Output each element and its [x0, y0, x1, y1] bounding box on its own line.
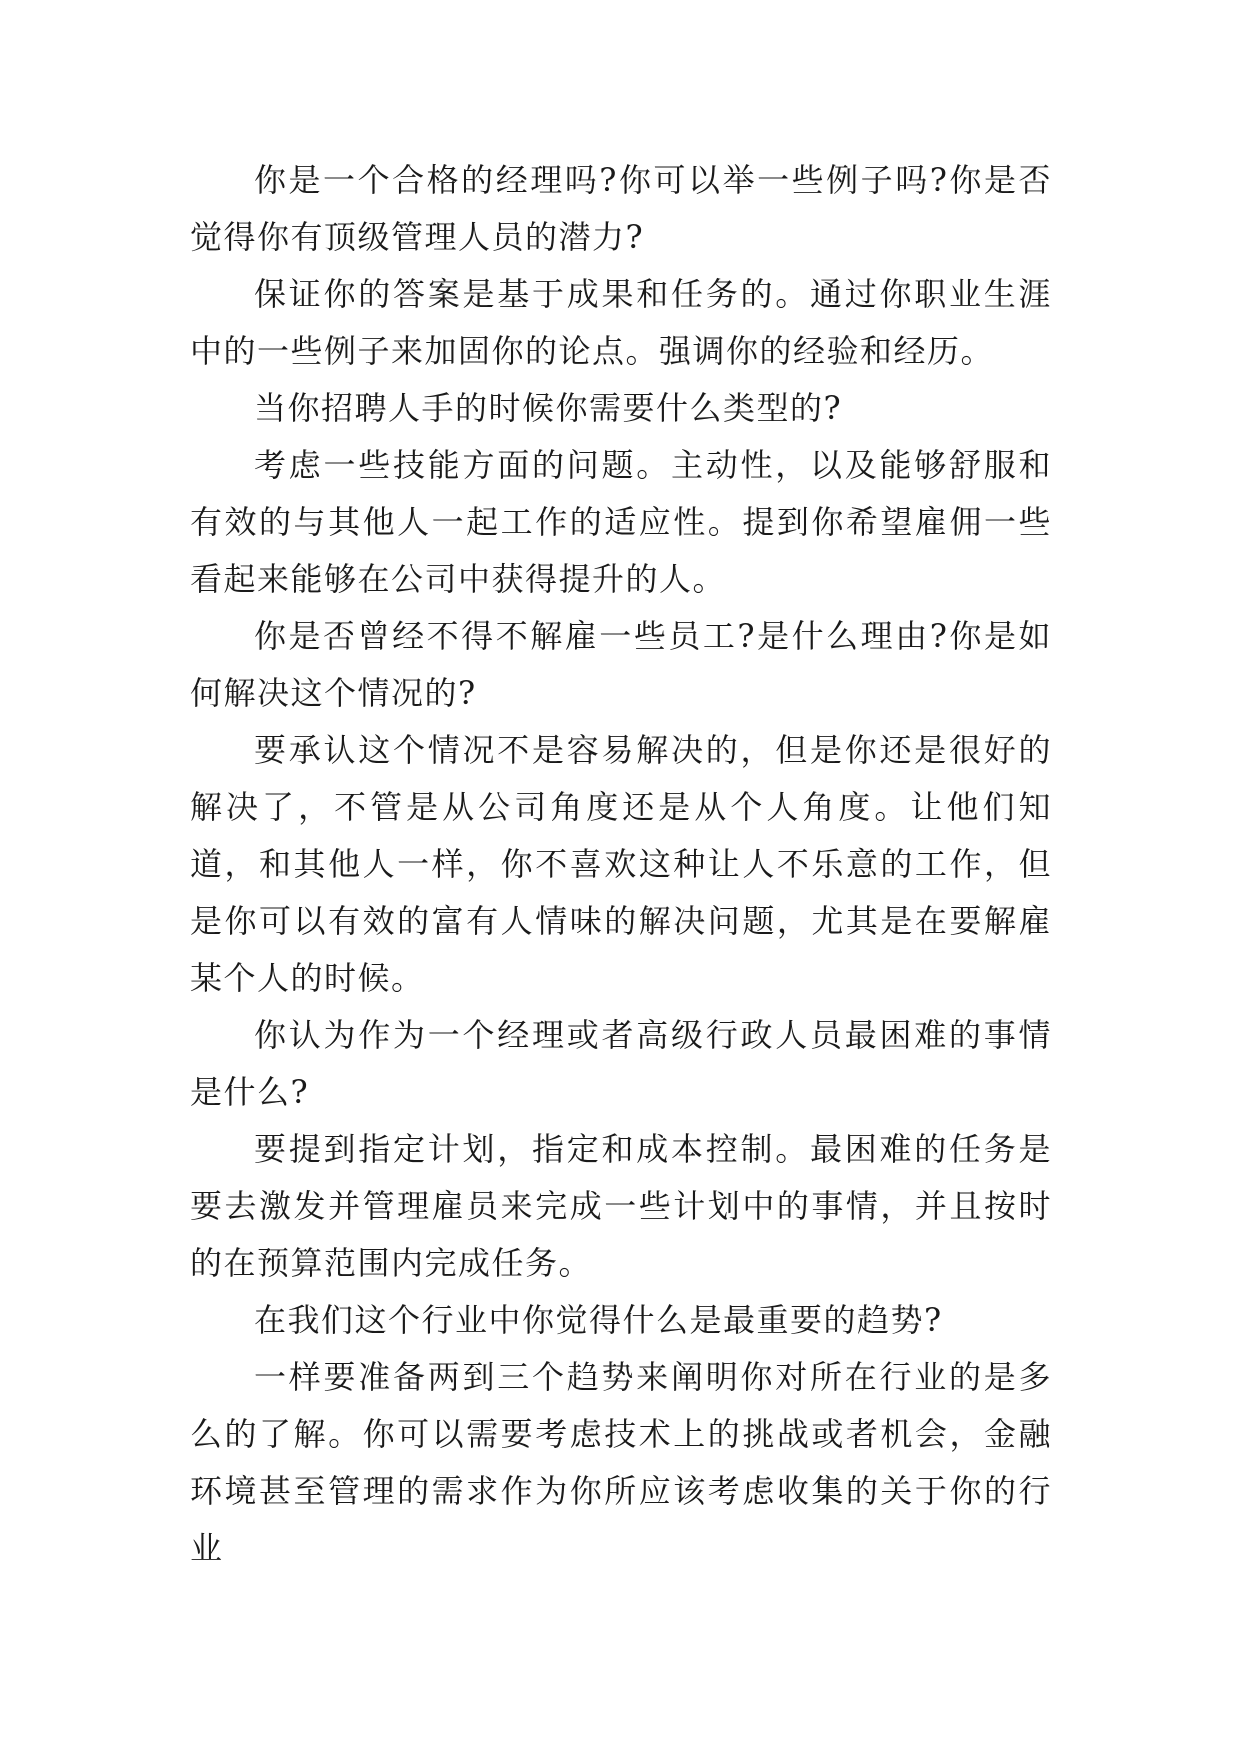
document-body: [190, 152, 1052, 1577]
question-paragraph: 你认为作为一个经理或者高级行政人员最困难的事情是什么?: [190, 1016, 1052, 1111]
question-paragraph: 你是否曾经不得不解雇一些员工?是什么理由?你是如何解决这个情况的?: [190, 617, 1052, 712]
question-paragraph: 在我们这个行业中你觉得什么是最重要的趋势?: [254, 1301, 943, 1339]
answer-paragraph: 一样要准备两到三个趋势来阐明你对所在行业的是多么的了解。你可以需要考虑技术上的挑战或者机会，金融环境甚至管理的需求作为你所应该考虑收集的关于你的行业: [190, 1358, 1052, 1567]
question-paragraph: 当你招聘人手的时候你需要什么类型的?: [254, 389, 843, 427]
answer-paragraph: 保证你的答案是基于成果和任务的。通过你职业生涯中的一些例子来加固你的论点。强调你的经验和经历。: [190, 275, 1052, 370]
question-paragraph: 你是一个合格的经理吗?你可以举一些例子吗?你是否觉得你有顶级管理人员的潜力?: [190, 161, 1052, 256]
answer-paragraph: 要提到指定计划，指定和成本控制。最困难的任务是要去激发并管理雇员来完成一些计划中的事情，并且按时的在预算范围内完成任务。: [190, 1130, 1052, 1282]
answer-paragraph: 考虑一些技能方面的问题。主动性，以及能够舒服和有效的与其他人一起工作的适应性。提到你希望雇佣一些看起来能够在公司中获得提升的人。: [190, 446, 1052, 598]
answer-paragraph: 要承认这个情况不是容易解决的，但是你还是很好的解决了，不管是从公司角度还是从个人角度。让他们知道，和其他人一样，你不喜欢这种让人不乐意的工作，但是你可以有效的富有人情味的解决问题，尤其是在要解雇某个人的时候。: [190, 731, 1052, 997]
